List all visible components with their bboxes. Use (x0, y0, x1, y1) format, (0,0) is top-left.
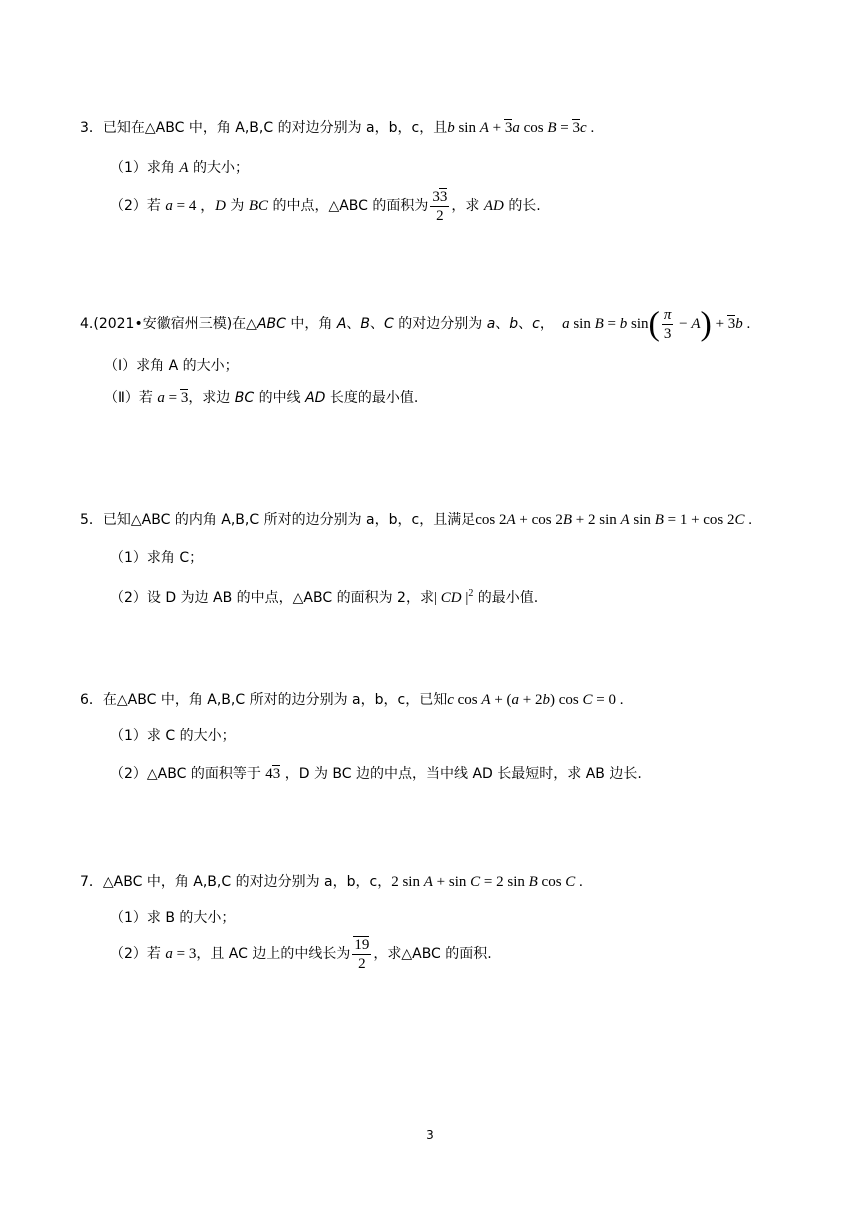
q5-equation: cos 2A + cos 2B + 2 sin A sin B = 1 + cos 2C . (475, 512, 753, 528)
q6-part2: （2）△ABC 的面积等于 43 ，D 为 BC 边的中点，当中线 AD 长最短时，求 AB 边长. (110, 766, 642, 782)
q3-part2: （2）若 a = 4 ，D 为 BC 的中点，△ABC 的面积为 $\frac{33}{2}$ ，求 AD 的长. (110, 188, 541, 224)
page-number: 3 (426, 1128, 434, 1142)
q7-part1: （1）求 B 的大小； (110, 910, 236, 926)
q5-stem: 5．已知△ABC 的内角 A,B,C 所对的边分别为 a，b，c，且满足cos 2A + cos 2B + 2 sin A sin B = 1 + cos 2C . (80, 512, 753, 528)
q4-stem: 4.(2021•安徽宿州三模)在△ABC 中，角 A、B、C 的对边分别为 a、b、c， a sin B = b sin( $\frac{\pi}{3}$ − A) + 3b . (80, 305, 751, 343)
q6-part1: （1）求 C 的大小； (110, 728, 236, 744)
q6-equation: c cos A + (a + 2b) cos C = 0 . (447, 692, 624, 708)
q5-part1: （1）求角 C； (110, 550, 204, 566)
q7-part2: （2）若 a = 3，且 AC 边上的中线长为 $\frac{19}{2}$ ，求△ABC 的面积. (110, 936, 492, 972)
q7-median-fraction: $\frac{19}{2}$ (354, 936, 370, 972)
q3-part1: （1）求角 A 的大小； (110, 160, 249, 176)
q3-stem: 3．已知在△ABC 中，角 A,B,C 的对边分别为 a，b，c，且b sin A + 3a cos B = 3c . (80, 120, 595, 136)
q6-stem: 6．在△ABC 中，角 A,B,C 所对的边分别为 a，b，c，已知c cos A + (a + 2b) cos C = 0 . (80, 692, 624, 708)
q4-part2: （Ⅱ）若 a = 3，求边 BC 的中线 AD 长度的最小值. (104, 390, 419, 406)
q7-stem: 7．△ABC 中，角 A,B,C 的对边分别为 a，b，c，2 sin A + sin C = 2 sin B cos C . (80, 874, 583, 890)
q4-part1: （Ⅰ）求角 A 的大小； (104, 358, 239, 374)
q4-equation: a sin B = b sin( $\frac{\pi}{3}$ − A) + 3b . (562, 305, 751, 343)
q5-part2: （2）设 D 为边 AB 的中点，△ABC 的面积为 2，求| CD $|^2$ 的最小值. (110, 588, 539, 606)
q3-area-fraction: $\frac{33}{2}$ (432, 188, 448, 224)
q3-equation: b sin A + 3a cos B = 3c . (447, 120, 595, 136)
q7-equation: 2 sin A + sin C = 2 sin B cos C . (391, 874, 583, 890)
